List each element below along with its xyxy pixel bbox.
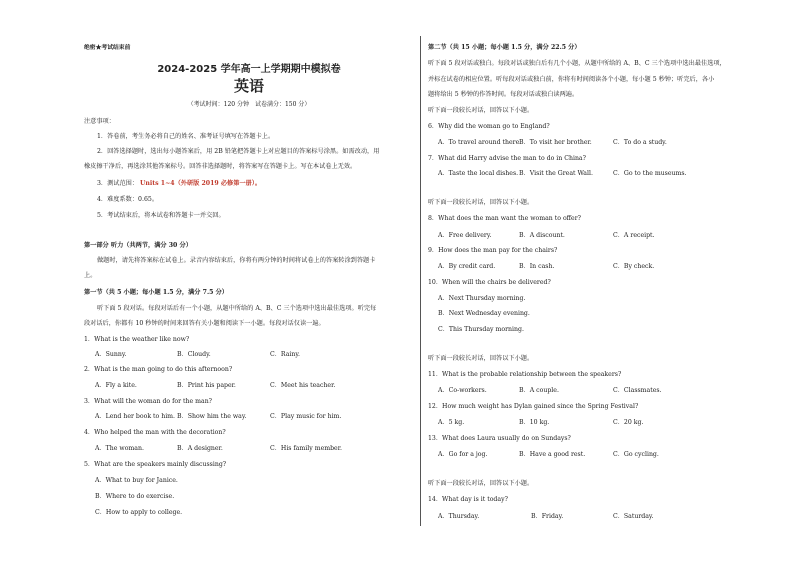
question-4: 4．Who helped the man with the decoration? — [84, 429, 226, 436]
q4-option-b[interactable]: B．A designer. — [177, 445, 223, 452]
q12-option-b[interactable]: B．10 kg. — [519, 419, 550, 426]
q14-option-a[interactable]: A．Thursday. — [438, 513, 480, 520]
question-3: 3．What will the woman do for the man? — [84, 398, 212, 405]
notice-heading: 注意事项： — [84, 118, 115, 125]
q1-option-c[interactable]: C．Rainy. — [270, 351, 301, 358]
exam-title: 2024-2025 学年高一上学期期中模拟卷 — [157, 64, 341, 75]
q13-option-a[interactable]: A．Go for a jog. — [438, 451, 488, 458]
section2-intro-cont: 并标在试卷的相应位置。听每段对话或独白前，你将有时间阅读各个小题，每小题 5 秒钟；听完后，各小 — [428, 76, 715, 83]
q7-option-c[interactable]: C．Go to the museums. — [613, 170, 687, 177]
question-1: 1．What is the weather like now? — [84, 336, 190, 343]
q9-option-a[interactable]: A．By credit card. — [438, 263, 496, 270]
question-8: 8．What does the man want the woman to offer? — [428, 215, 581, 222]
q5-option-b[interactable]: B．Where to do exercise. — [95, 493, 175, 500]
section2-heading: 第二节（共 15 小题；每小题 1.5 分，满分 22.5 分） — [428, 44, 581, 51]
question-13: 13．What does Laura usually do on Sundays? — [428, 435, 571, 442]
q5-option-c[interactable]: C．How to apply to college. — [95, 509, 183, 516]
q11-option-c[interactable]: C．Classmates. — [613, 387, 662, 394]
q11-option-a[interactable]: A．Co-workers. — [438, 387, 487, 394]
listen-instruction-4: 听下面一段较长对话，回答以下小题。 — [428, 480, 534, 487]
question-10: 10．When will the chairs be delivered? — [428, 279, 551, 286]
question-2: 2．What is the man going to do this afternoon? — [84, 366, 233, 373]
question-12: 12．How much weight has Dylan gained since the Spring Festival? — [428, 403, 639, 410]
q10-option-b[interactable]: B．Next Wednesday evening. — [438, 310, 530, 317]
q1-option-a[interactable]: A．Sunny. — [95, 351, 127, 358]
q10-option-c[interactable]: C．This Thursday morning. — [438, 326, 524, 333]
q12-option-c[interactable]: C．20 kg. — [613, 419, 644, 426]
test-scope: Units 1~4（外研版 2019 必修第一册）。 — [140, 180, 262, 187]
section2-intro-cont2: 题将给出 5 秒钟的作答时间。每段对话或独白读两遍。 — [428, 91, 579, 98]
q8-option-c[interactable]: C．A receipt. — [613, 232, 655, 239]
q8-option-b[interactable]: B．A discount. — [519, 232, 565, 239]
listen-instruction-3: 听下面一段较长对话，回答以下小题。 — [428, 355, 534, 362]
part1-intro: 做题时，请先将答案标在试卷上。录音内容结束后，你将有两分钟的时间将试卷上的答案转涂到答题卡 — [97, 257, 376, 264]
q14-option-c[interactable]: C．Saturday. — [613, 513, 654, 520]
q13-option-b[interactable]: B．Have a good rest. — [519, 451, 586, 458]
secret-label: 绝密★考试结束前 — [84, 45, 131, 51]
q11-option-b[interactable]: B．A couple. — [519, 387, 559, 394]
q2-option-a[interactable]: A．Fly a kite. — [95, 382, 137, 389]
q3-option-c[interactable]: C．Play music for him. — [270, 413, 342, 420]
q5-option-a[interactable]: A．What to buy for Janice. — [95, 477, 178, 484]
q1-option-b[interactable]: B．Cloudy. — [177, 351, 211, 358]
notice-item-3-label: 3．测试范围： — [97, 180, 139, 187]
q12-option-a[interactable]: A．5 kg. — [438, 419, 465, 426]
q14-option-b[interactable]: B．Friday. — [531, 513, 564, 520]
q7-option-a[interactable]: A．Taste the local dishes. — [438, 170, 519, 177]
q2-option-b[interactable]: B．Print his paper. — [177, 382, 236, 389]
notice-item-2-cont: 橡皮擦干净后，再选涂其他答案标号。回答非选择题时，将答案写在答题卡上。写在本试卷上无效。 — [84, 163, 357, 170]
exam-subject: 英语 — [233, 77, 264, 95]
question-5: 5．What are the speakers mainly discussing? — [84, 461, 227, 468]
q7-option-b[interactable]: B．Visit the Great Wall. — [519, 170, 593, 177]
question-14: 14．What day is it today? — [428, 496, 508, 503]
question-9: 9．How does the man pay for the chairs? — [428, 247, 558, 254]
section1-intro: 听下面 5 段对话。每段对话后有一个小题，从题中所给的 A、B、C 三个选项中选出最佳选项。听完每 — [97, 305, 377, 312]
question-11: 11．What is the probable relationship between the speakers? — [428, 371, 622, 378]
q6-option-c[interactable]: C．To do a study. — [613, 139, 667, 146]
section1-intro-cont: 段对话后，你都有 10 秒钟的时间来回答有关小题和阅读下一小题。每段对话仅读一遍。 — [84, 320, 325, 327]
notice-item-3 — [97, 178, 261, 187]
q3-option-a[interactable]: A．Lend her book to him. — [95, 413, 176, 420]
part1-intro-cont: 上。 — [84, 272, 97, 279]
q6-option-a[interactable]: A．To travel around there. — [438, 139, 522, 146]
exam-info: （考试时间：120 分钟 试卷满分：150 分） — [187, 101, 311, 108]
part1-heading: 第一部分 听力（共两节，满分 30 分） — [84, 242, 192, 249]
q3-option-b[interactable]: B．Show him the way. — [177, 413, 247, 420]
question-7: 7．What did Harry advise the man to do in China? — [428, 155, 586, 162]
q6-option-b[interactable]: B．To visit her brother. — [519, 139, 592, 146]
notice-item-5: 5．考试结束后，将本试卷和答题卡一并交回。 — [97, 212, 225, 219]
q2-option-c[interactable]: C．Meet his teacher. — [270, 382, 336, 389]
q4-option-c[interactable]: C．His family member. — [270, 445, 342, 452]
q9-option-c[interactable]: C．By check. — [613, 263, 655, 270]
q4-option-a[interactable]: A．The woman. — [95, 445, 144, 452]
notice-item-1: 1．答卷前，考生务必将自己的姓名、准考证号填写在答题卡上。 — [97, 133, 275, 140]
section1-heading: 第一节（共 5 小题；每小题 1.5 分，满分 7.5 分） — [84, 289, 228, 296]
q8-option-a[interactable]: A．Free delivery. — [438, 232, 492, 239]
column-divider — [420, 36, 421, 526]
notice-item-2: 2．回答选择题时，选出每小题答案后，用 2B 铅笔把答题卡上对应题目的答案标号涂黑。如需改动，用 — [97, 148, 380, 155]
section2-intro: 听下面 5 段对话或独白。每段对话或独白后有几个小题，从题中所给的 A、B、C 三个选项中选出最佳选项， — [428, 60, 726, 67]
listen-instruction-1: 听下面一段较长对话，回答以下小题。 — [428, 107, 534, 114]
q13-option-c[interactable]: C．Go cycling. — [613, 451, 659, 458]
question-6: 6．Why did the woman go to England? — [428, 123, 550, 130]
q9-option-b[interactable]: B．In cash. — [519, 263, 555, 270]
listen-instruction-2: 听下面一段较长对话，回答以下小题。 — [428, 199, 534, 206]
q10-option-a[interactable]: A．Next Thursday morning. — [438, 295, 526, 302]
notice-item-4: 4．难度系数：0.65。 — [97, 196, 159, 203]
